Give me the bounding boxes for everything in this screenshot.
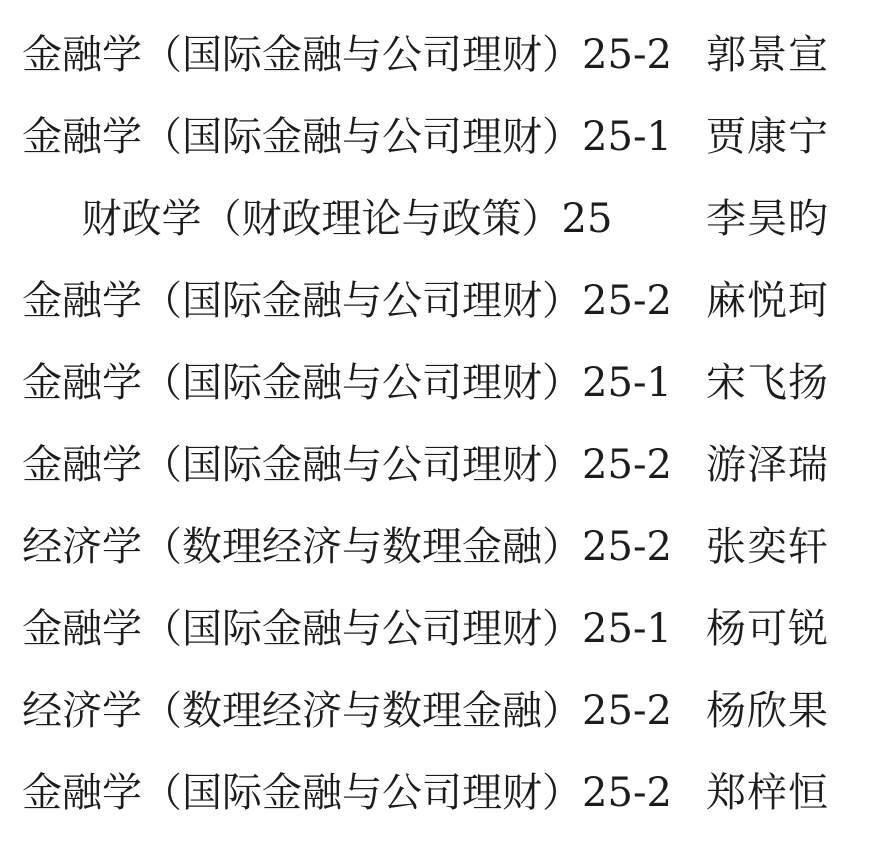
list-row (0, 96, 870, 178)
student-name: 张奕轩 (706, 524, 829, 570)
list-row (0, 670, 870, 752)
student-name: 麻悦珂 (706, 278, 829, 324)
student-name: 李昊昀 (706, 196, 829, 242)
class-label: 金融学（国际金融与公司理财）25-1 (22, 360, 672, 406)
student-name: 贾康宁 (706, 114, 829, 160)
list-row (0, 506, 870, 588)
class-label: 经济学（数理经济与数理金融）25-2 (22, 688, 672, 734)
class-label: 金融学（国际金融与公司理财）25-1 (22, 114, 672, 160)
list-row (0, 424, 870, 506)
student-name: 杨欣果 (706, 688, 829, 734)
class-label: 经济学（数理经济与数理金融）25-2 (22, 524, 672, 570)
student-name: 郑梓恒 (706, 770, 829, 816)
list-row (0, 588, 870, 670)
list-row (0, 178, 870, 260)
student-name: 郭景宣 (706, 32, 829, 78)
class-label: 金融学（国际金融与公司理财）25-2 (22, 770, 672, 816)
student-name: 游泽瑞 (706, 442, 829, 488)
student-name: 杨可锐 (706, 606, 829, 652)
student-name: 宋飞扬 (706, 360, 829, 406)
class-label: 金融学（国际金融与公司理财）25-2 (22, 32, 672, 78)
list-row (0, 260, 870, 342)
list-row (0, 752, 870, 834)
list-row (0, 14, 870, 96)
class-label: 金融学（国际金融与公司理财）25-2 (22, 442, 672, 488)
list-row (0, 342, 870, 424)
class-label: 金融学（国际金融与公司理财）25-2 (22, 278, 672, 324)
class-label: 金融学（国际金融与公司理财）25-1 (22, 606, 672, 652)
class-label: 财政学（财政理论与政策）25 (81, 196, 613, 242)
